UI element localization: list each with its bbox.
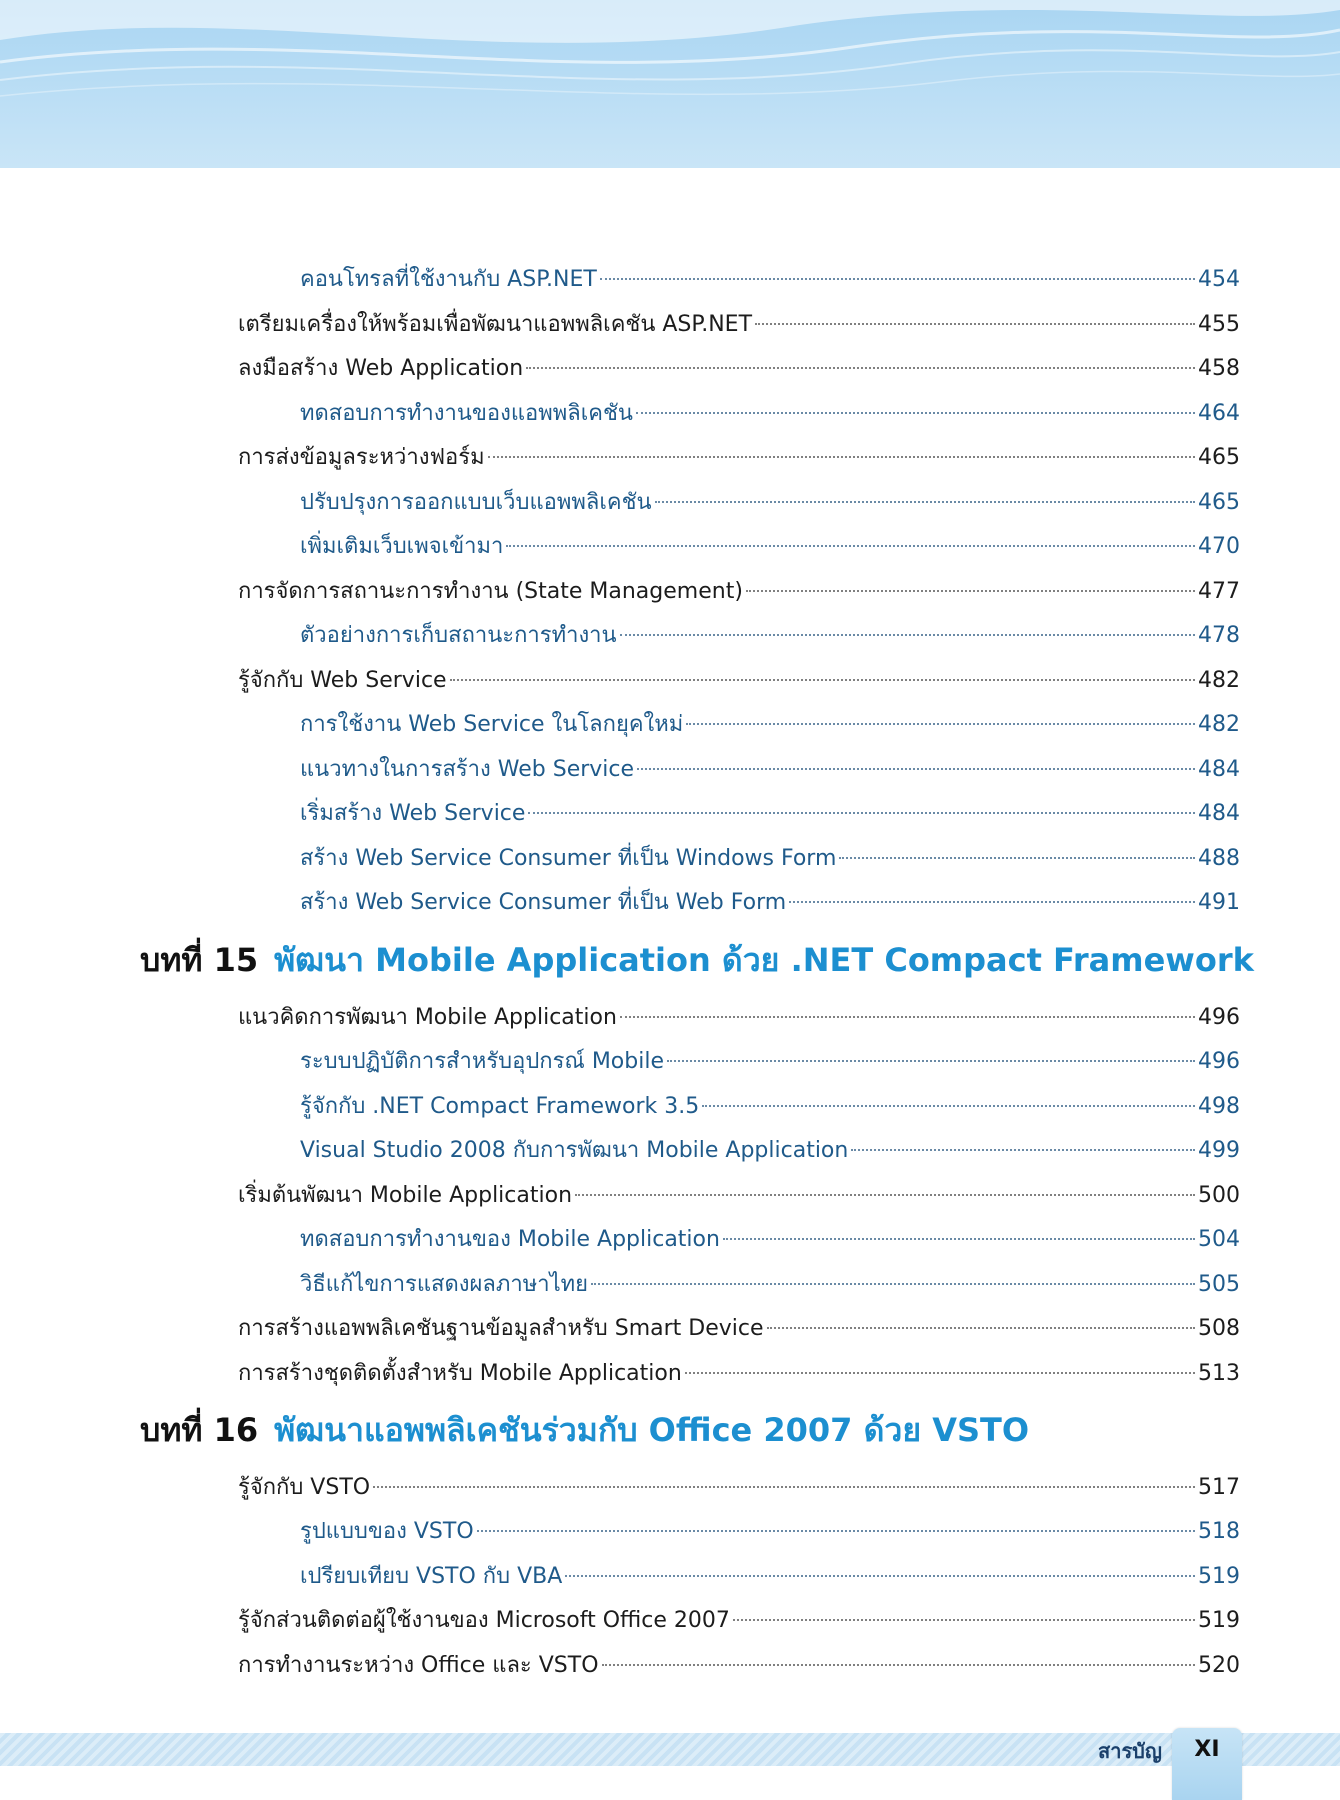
toc-entry[interactable] [300, 1135, 1240, 1167]
entry-label: การสร้างแอพพลิเคชันฐานข้อมูลสำหรับ Smart Device [238, 1316, 764, 1341]
entry-label: แนวทางในการสร้าง Web Service [300, 757, 635, 782]
toc-entry[interactable] [300, 798, 1240, 830]
toc-entry[interactable] [238, 1650, 1240, 1682]
entry-page: 482 [1198, 712, 1240, 737]
entry-page: 465 [1198, 490, 1240, 515]
entry-page: 454 [1198, 267, 1240, 292]
entry-page: 488 [1198, 846, 1240, 871]
dot-leader [528, 812, 1195, 814]
entry-page: 477 [1198, 579, 1240, 604]
entry-page: 508 [1198, 1316, 1240, 1341]
entry-label: ลงมือสร้าง Web Application [238, 356, 524, 381]
chapter-number: บทที่ 16 [140, 1411, 259, 1449]
toc-entry[interactable] [238, 1358, 1240, 1390]
dot-leader [602, 1664, 1195, 1666]
entry-page: 484 [1198, 757, 1240, 782]
dot-leader [686, 723, 1195, 725]
toc-entry[interactable] [238, 1472, 1240, 1504]
entry-label: ทดสอบการทำงานของแอพพลิเคชัน [300, 401, 633, 426]
entry-label: วิธีแก้ไขการแสดงผลภาษาไทย [300, 1272, 589, 1297]
entry-label: การสร้างชุดติดตั้งสำหรับ Mobile Application [238, 1361, 682, 1386]
entry-page: 504 [1198, 1227, 1240, 1252]
dot-leader [733, 1619, 1195, 1621]
dot-leader [667, 1060, 1195, 1062]
toc-entry[interactable] [238, 1605, 1240, 1637]
dot-leader [746, 590, 1195, 592]
toc-entry[interactable] [300, 1091, 1240, 1123]
toc-entry[interactable] [300, 398, 1240, 430]
entry-page: 519 [1198, 1608, 1240, 1633]
entry-label: ระบบปฏิบัติการสำหรับอุปกรณ์ Mobile [300, 1049, 664, 1074]
entry-label: คอนโทรลที่ใช้งานกับ ASP.NET [300, 267, 597, 292]
header-wave-band [0, 0, 1340, 168]
entry-label: Visual Studio 2008 กับการพัฒนา Mobile Application [300, 1138, 849, 1163]
entry-page: 482 [1198, 668, 1240, 693]
entry-page: 518 [1198, 1519, 1240, 1544]
entry-label: การใช้งาน Web Service ในโลกยุคใหม่ [300, 712, 684, 737]
entry-label: เปรียบเทียบ VSTO กับ VBA [300, 1564, 563, 1589]
chapter-number: บทที่ 15 [140, 941, 259, 979]
entry-label: ปรับปรุงการออกแบบเว็บแอพพลิเคชัน [300, 490, 652, 515]
dot-leader [477, 1530, 1195, 1532]
entry-page: 499 [1198, 1138, 1240, 1163]
footer-section-label: สารบัญ [1098, 1739, 1162, 1763]
dot-leader [685, 1372, 1195, 1374]
toc-entry[interactable] [300, 1046, 1240, 1078]
dot-leader [591, 1283, 1195, 1285]
dot-leader [620, 1016, 1195, 1018]
entry-label: เริ่มต้นพัฒนา Mobile Application [238, 1183, 573, 1208]
dot-leader [636, 412, 1195, 414]
chapter-title: พัฒนาแอพพลิเคชันร่วมกับ Office 2007 ด้วย VSTO [274, 1411, 1030, 1449]
dot-leader [789, 901, 1195, 903]
entry-label: การทำงานระหว่าง Office และ VSTO [238, 1653, 599, 1678]
toc-entry[interactable] [300, 754, 1240, 786]
entry-page: 470 [1198, 534, 1240, 559]
toc-entry[interactable] [300, 1561, 1240, 1593]
dot-leader [506, 545, 1195, 547]
entry-label: รู้จักกับ VSTO [238, 1475, 371, 1500]
dot-leader [565, 1575, 1195, 1577]
entry-page: 496 [1198, 1005, 1240, 1030]
dot-leader [600, 278, 1195, 280]
entry-page: 464 [1198, 401, 1240, 426]
entry-page: 478 [1198, 623, 1240, 648]
dot-leader [526, 367, 1195, 369]
dot-leader [450, 679, 1195, 681]
entry-page: 496 [1198, 1049, 1240, 1074]
entry-label: การส่งข้อมูลระหว่างฟอร์ม [238, 445, 485, 470]
entry-page: 513 [1198, 1361, 1240, 1386]
entry-label: รู้จักกับ .NET Compact Framework 3.5 [300, 1094, 700, 1119]
toc-entry[interactable] [238, 576, 1240, 608]
toc-entry[interactable] [238, 309, 1240, 341]
dot-leader [637, 768, 1195, 770]
dot-leader [702, 1105, 1195, 1107]
dot-leader [488, 456, 1195, 458]
dot-leader [723, 1238, 1195, 1240]
toc-entry[interactable] [300, 531, 1240, 563]
entry-label: ตัวอย่างการเก็บสถานะการทำงาน [300, 623, 617, 648]
chapter-heading[interactable] [140, 938, 1254, 982]
chapter-title: พัฒนา Mobile Application ด้วย .NET Compact Framework [274, 941, 1254, 979]
toc-entry[interactable] [300, 1516, 1240, 1548]
page-number-tab [1172, 1728, 1242, 1800]
dot-leader [839, 857, 1195, 859]
entry-label: แนวคิดการพัฒนา Mobile Application [238, 1005, 617, 1030]
dot-leader [767, 1327, 1195, 1329]
toc-entry[interactable] [300, 843, 1240, 875]
entry-page: 505 [1198, 1272, 1240, 1297]
entry-page: 491 [1198, 890, 1240, 915]
dot-leader [575, 1194, 1195, 1196]
dot-leader [755, 323, 1195, 325]
toc-entry[interactable] [238, 442, 1240, 474]
toc-entry[interactable] [300, 709, 1240, 741]
toc-entry[interactable] [300, 620, 1240, 652]
toc-entry[interactable] [238, 353, 1240, 385]
chapter-heading[interactable] [140, 1408, 1029, 1452]
entry-label: เริ่มสร้าง Web Service [300, 801, 526, 826]
dot-leader [655, 501, 1195, 503]
toc-entry[interactable] [300, 487, 1240, 519]
toc-entry[interactable] [238, 1180, 1240, 1212]
toc-entry[interactable] [300, 264, 1240, 296]
entry-label: การจัดการสถานะการทำงาน (State Management) [238, 579, 743, 604]
entry-page: 455 [1198, 312, 1240, 337]
entry-page: 484 [1198, 801, 1240, 826]
dot-leader [620, 634, 1195, 636]
entry-label: รูปแบบของ VSTO [300, 1519, 474, 1544]
entry-label: เตรียมเครื่องให้พร้อมเพื่อพัฒนาแอพพลิเคชัน ASP.NET [238, 312, 753, 337]
entry-page: 465 [1198, 445, 1240, 470]
toc-entry[interactable] [300, 887, 1240, 919]
entry-label: ทดสอบการทำงานของ Mobile Application [300, 1227, 720, 1252]
toc-entry[interactable] [238, 1002, 1240, 1034]
dot-leader [373, 1486, 1195, 1488]
entry-label: รู้จักส่วนติดต่อผู้ใช้งานของ Microsoft Office 2007 [238, 1608, 730, 1633]
toc-entry[interactable] [238, 665, 1240, 697]
entry-label: เพิ่มเติมเว็บเพจเข้ามา [300, 534, 504, 559]
entry-page: 519 [1198, 1564, 1240, 1589]
dot-leader [851, 1149, 1195, 1151]
toc-entry[interactable] [300, 1269, 1240, 1301]
entry-label: สร้าง Web Service Consumer ที่เป็น Web Form [300, 890, 787, 915]
entry-page: 517 [1198, 1475, 1240, 1500]
page-number: XI [1194, 1737, 1220, 1762]
entry-page: 498 [1198, 1094, 1240, 1119]
entry-label: สร้าง Web Service Consumer ที่เป็น Windows Form [300, 846, 837, 871]
entry-page: 500 [1198, 1183, 1240, 1208]
entry-page: 458 [1198, 356, 1240, 381]
entry-page: 520 [1198, 1653, 1240, 1678]
toc-entry[interactable] [300, 1224, 1240, 1256]
toc-entry[interactable] [238, 1313, 1240, 1345]
entry-label: รู้จักกับ Web Service [238, 668, 447, 693]
